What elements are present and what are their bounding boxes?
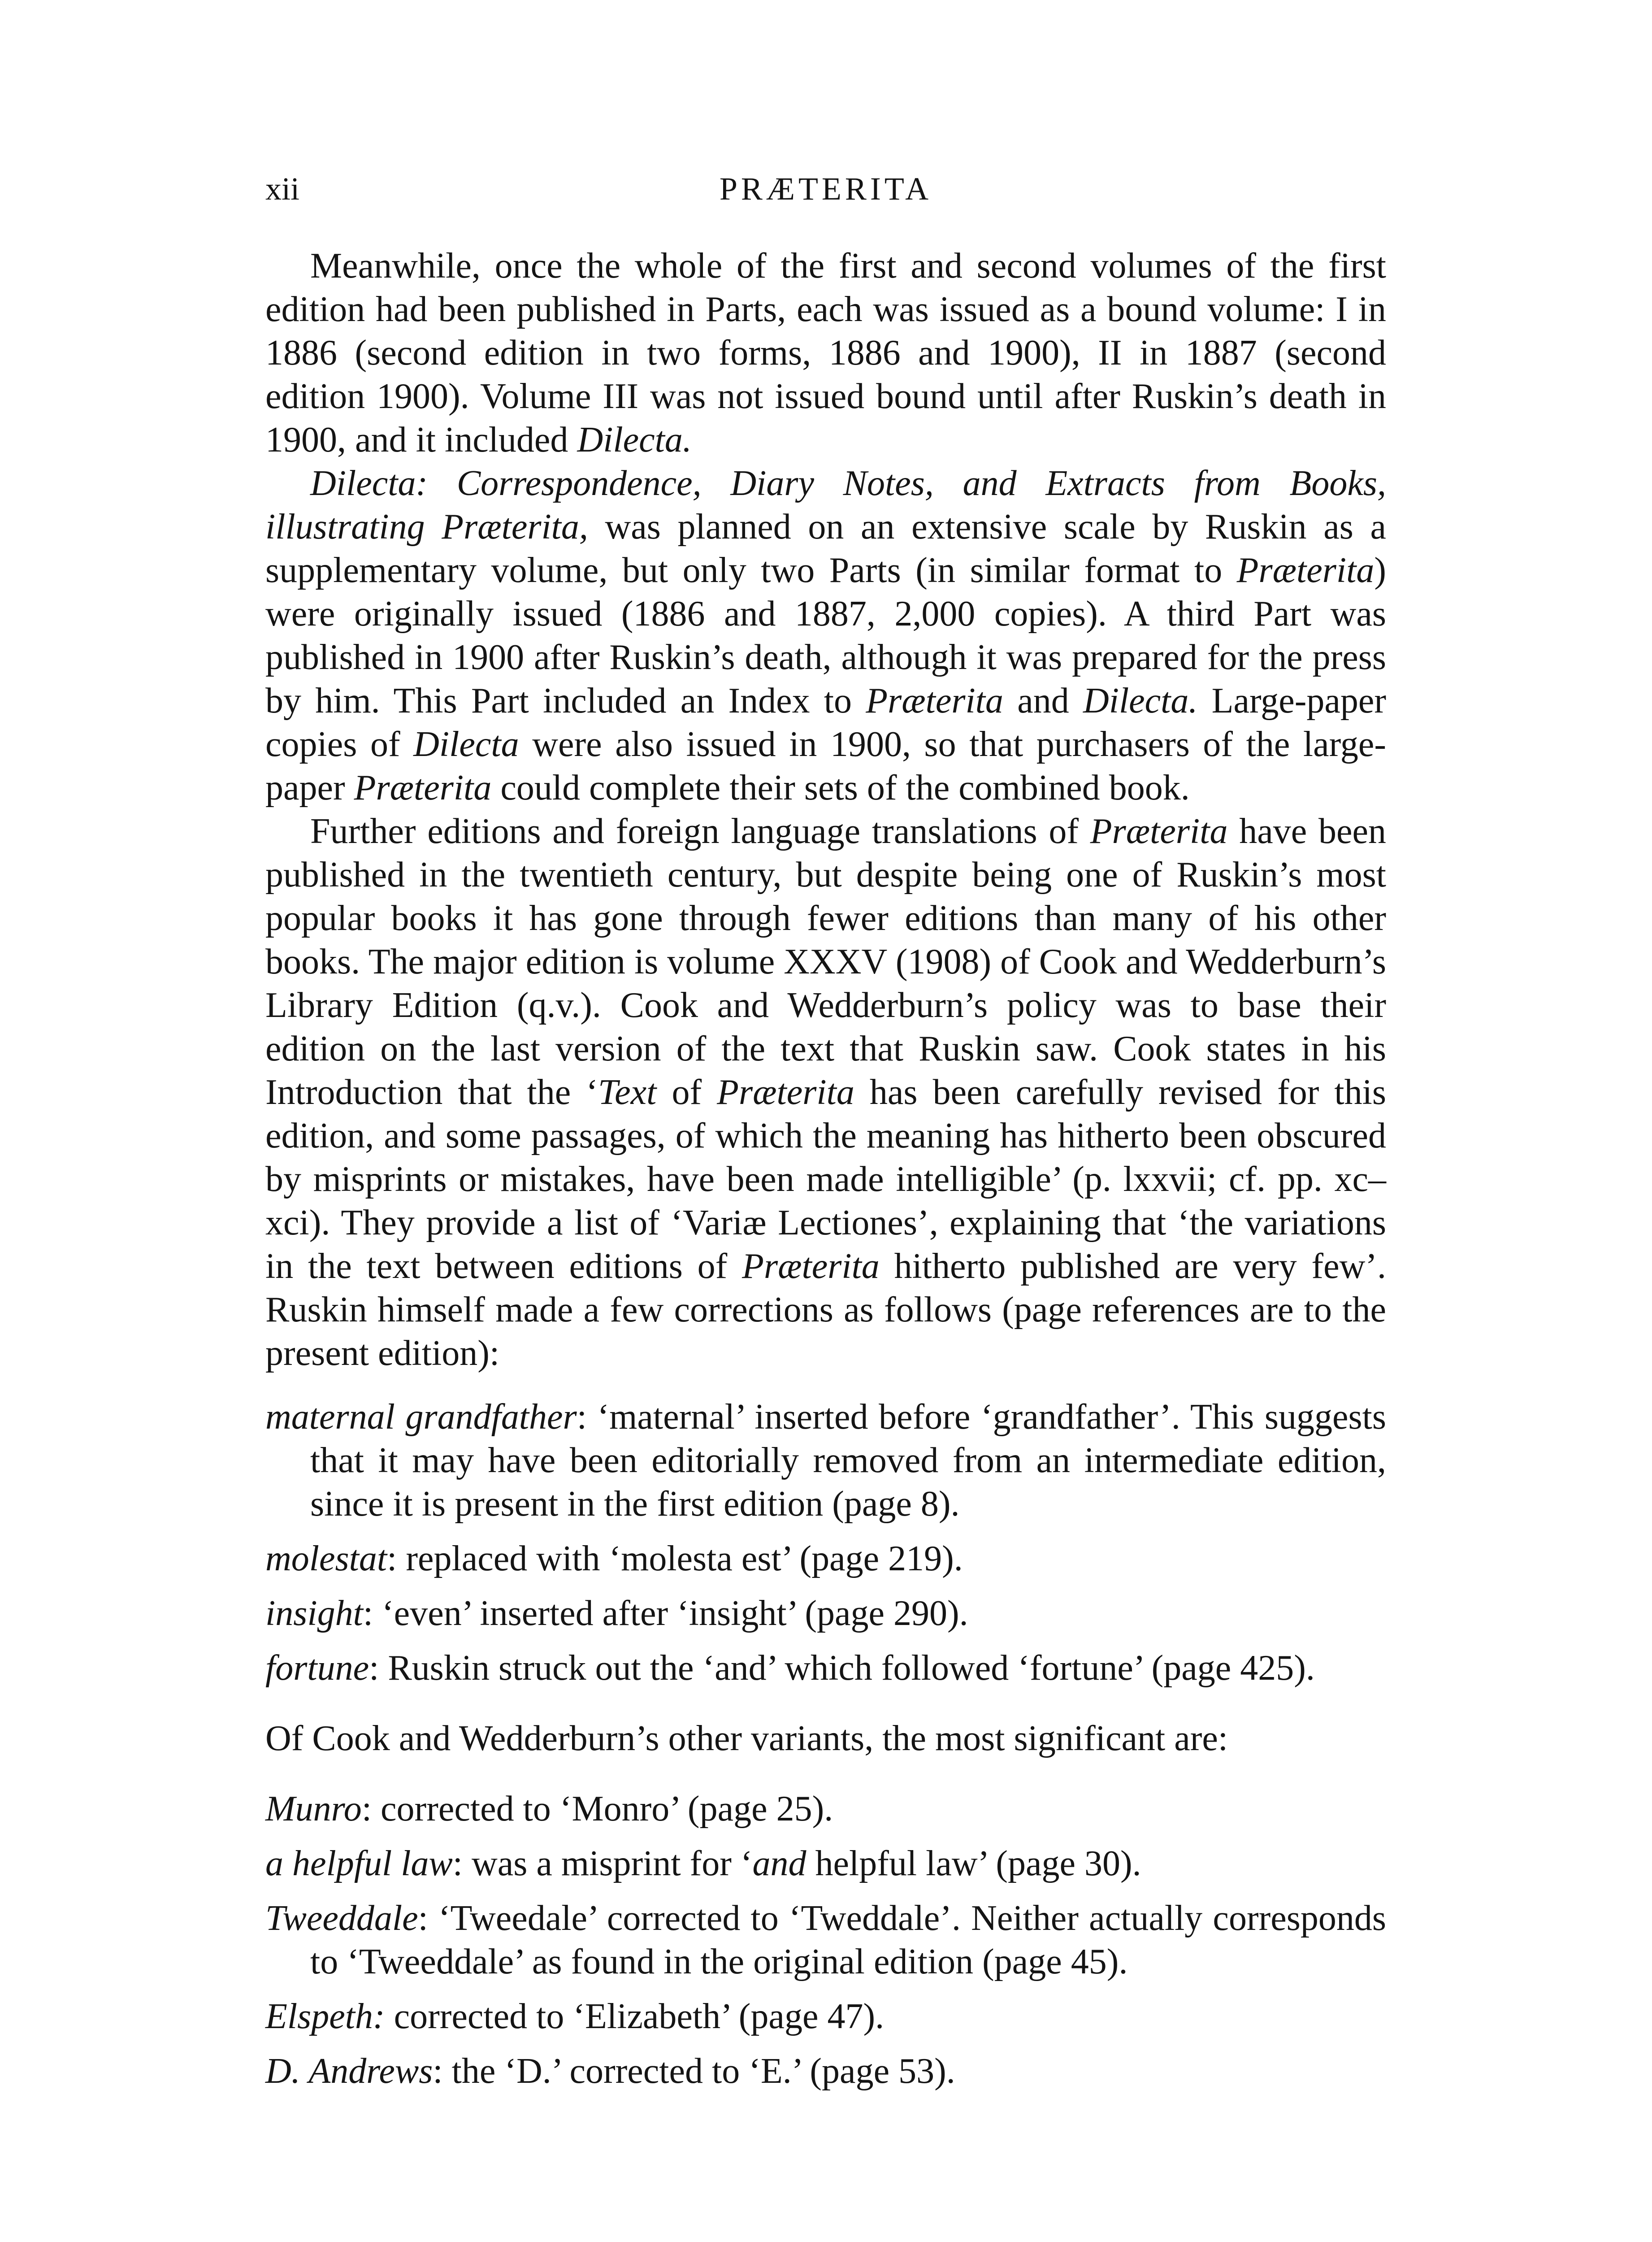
variants-list — [265, 1787, 1386, 2093]
correction-term: insight — [265, 1594, 363, 1633]
paragraph-3-italic-h: Præterita — [742, 1247, 880, 1286]
corrections-list — [265, 1395, 1386, 1690]
paragraph-3-text-c: have been published in the twentieth century, but despite being one of Ruskin’s most popular books it has gone through fewer editions than many of his other books. The major edition is volume XXXV (1908) of Cook and Wedderburn’s Library Edition (q.v.). Cook and Wedderburn’s policy was to base their edition on the last version of the text that Ruskin saw. Cook states in his Introduction that the ‘ — [265, 812, 1387, 1112]
paragraph-3-text-g: has been carefully revised for this edition, and some passages, of which the meaning has hitherto been obscured by misprints or mistakes, have been made intelligible’ (p. lxxvii; cf. pp. xc–xci). They provide a list of ‘Variæ Lectiones’, explaining that ‘the variations in the text between editions of — [265, 1073, 1387, 1286]
paragraph-3-italic-b: Præterita — [1090, 812, 1228, 851]
variant-entry — [265, 1787, 1386, 1831]
paragraph-2-text-e: and — [1003, 681, 1083, 721]
paragraph-2-italic-b: Præterita — [1236, 551, 1374, 590]
dilecta-title: Dilecta: Correspondence, Diary Notes, and Extracts from Books, illustrating Præterita, — [265, 464, 1386, 547]
paragraph-3-italic-d: Text — [598, 1073, 657, 1112]
folio: xii — [265, 171, 300, 207]
correction-entry — [265, 1592, 1386, 1635]
variant-entry — [265, 1842, 1386, 1886]
variant-term: D. Andrews — [265, 2051, 433, 2091]
variant-text: corrected to ‘Elizabeth’ (page 47). — [385, 1997, 885, 2036]
paragraph-2-text-c: ) were originally issued (1886 and 1887, 2,000 copies). A third Part was published in 1900 after Ruskin’s death, although it was prepared for the press by him. This Part included an Index to — [265, 551, 1386, 721]
correction-term: molestat — [265, 1539, 387, 1578]
variant-italic: and — [752, 1844, 806, 1883]
running-head: PRÆTERITA — [719, 171, 932, 207]
paragraph-2-italic-d: Præterita — [866, 681, 1003, 721]
paragraph-3-italic-f: Præterita — [717, 1073, 854, 1112]
variant-term: Tweeddale — [265, 1899, 418, 1938]
paragraph-2-italic-h: Dilecta — [413, 725, 519, 764]
correction-text: : ‘maternal’ inserted before ‘grandfather’. This suggests that it may have been editorially removed from an intermediate edition, since it is present in the first edition (page 8). — [310, 1397, 1386, 1524]
paragraph-1-italic: Dilecta. — [577, 420, 692, 460]
paragraph-3-text-i: hitherto published are very few’. Ruskin himself made a few corrections as follows (page references are to the present edition): — [265, 1247, 1386, 1373]
paragraph-2-text-a: was planned on an extensive scale by Ruskin as a supplementary volume, but only two Parts (in similar format to — [265, 507, 1386, 590]
paragraph-2 — [265, 462, 1386, 810]
page-header — [265, 170, 1386, 220]
variant-term: Munro — [265, 1789, 362, 1829]
variants-intro: Of Cook and Wedderburn’s other variants, the most significant are: — [265, 1719, 1228, 1758]
correction-entry — [265, 1395, 1386, 1526]
paragraph-1 — [265, 244, 1386, 462]
variant-term: Elspeth: — [265, 1997, 385, 2036]
body-text — [265, 244, 1386, 2093]
variant-text: : the ‘D.’ corrected to ‘E.’ (page 53). — [433, 2051, 955, 2091]
paragraph-3-text-e: of — [656, 1073, 717, 1112]
paragraph-2-text-g: Large-paper copies of — [265, 681, 1387, 764]
paragraph-1-text: Meanwhile, once the whole of the first and second volumes of the first edition had been published in Parts, each was issued as a bound volume: I in 1886 (second edition in two forms, 1886 and 1900), II in 1887 (second edition 1900). Volume III was not issued bound until after Ruskin’s death in 1900, and it included — [265, 246, 1386, 460]
paragraph-2-italic-j: Præterita — [354, 768, 492, 808]
variant-entry — [265, 1995, 1386, 2038]
paragraph-3 — [265, 810, 1386, 1375]
correction-text: : ‘even’ inserted after ‘insight’ (page 290). — [363, 1594, 968, 1633]
correction-entry — [265, 1647, 1386, 1690]
paragraph-2-text-i: were also issued in 1900, so that purchasers of the large-paper — [265, 725, 1387, 808]
variant-term: a helpful law — [265, 1844, 453, 1883]
variant-entry — [265, 2050, 1386, 2093]
correction-term: maternal grandfather — [265, 1397, 577, 1437]
correction-term: fortune — [265, 1648, 369, 1688]
correction-entry — [265, 1537, 1386, 1581]
correction-text: : Ruskin struck out the ‘and’ which followed ‘fortune’ (page 425). — [369, 1648, 1315, 1688]
variant-text: : was a misprint for ‘ — [452, 1844, 753, 1883]
paragraph-2-text-k: could complete their sets of the combined book. — [491, 768, 1190, 808]
correction-text: : replaced with ‘molesta est’ (page 219). — [387, 1539, 963, 1578]
variant-text: : corrected to ‘Monro’ (page 25). — [361, 1789, 833, 1829]
paragraph-3-text-a: Further editions and foreign language translations of — [310, 812, 1090, 851]
variant-entry — [265, 1897, 1386, 1984]
variant-text: : ‘Tweedale’ corrected to ‘Tweddale’. Neither actually corresponds to ‘Tweeddale’ as found in the original edition (page 45). — [310, 1899, 1386, 1981]
variant-text-end: helpful law’ (page 30). — [806, 1844, 1141, 1883]
paragraph-2-italic-f: Dilecta. — [1083, 681, 1198, 721]
